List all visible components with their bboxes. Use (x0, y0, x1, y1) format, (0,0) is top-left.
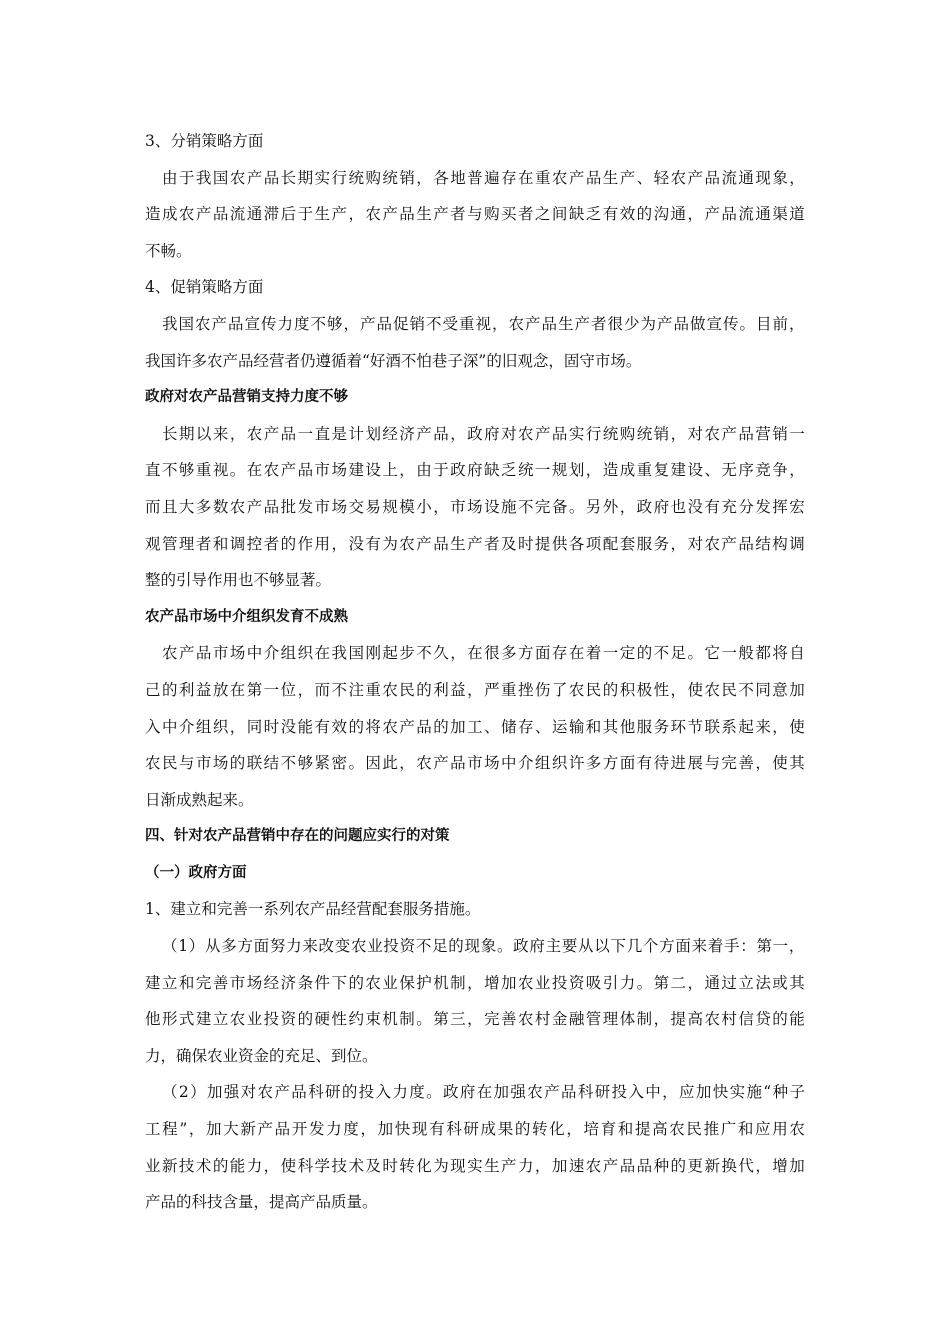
text-line: 4、促销策略方面 (145, 278, 264, 297)
text-line: 建 立 和 完 善 市 场 经 济 条 件 下 的 农 业 保 护 机 制 ， 增 加 农 业 投 资 吸 引 力 。 第 二 ， 通 过 立 法 或 其 (145, 973, 805, 992)
paragraph (145, 416, 805, 599)
text-line: 农产品市场中介组织发育不成熟 (145, 608, 348, 625)
text-line: 1、建立和完善一系列农产品经营配套服务措施。 (145, 900, 481, 919)
text-line: 产品的科技含量，提高产品质量。 (145, 1193, 378, 1212)
text-line: （ 2 ） 加 强 对 农 产 品 科 研 的 投 入 力 度 。 政 府 在 加 强 农 产 品 科 研 投 入 中 ， 应 加 快 实 施 “ 种 子 (162, 1083, 805, 1102)
section-heading (145, 379, 805, 416)
paragraph (145, 160, 805, 270)
text-line: 不畅。 (145, 241, 192, 260)
section-heading (145, 818, 805, 855)
text-line: 整的引导作用也不够显著。 (145, 571, 332, 590)
text-line: 农 产 品 市 场 中 介 组 织 在 我 国 刚 起 步 不 久 ， 在 很 多 方 面 存 在 着 一 定 的 不 足 。 它 一 般 都 将 自 (162, 644, 805, 663)
text-line: 业 新 技 术 的 能 力 ， 使 科 学 技 术 及 时 转 化 为 现 实 生 产 力 ， 加 速 农 产 品 品 种 的 更 新 换 代 ， 增 加 (145, 1156, 805, 1175)
section-heading (145, 599, 805, 636)
section-heading (145, 855, 805, 892)
text-line: 入 中 介 组 织 ， 同 时 没 能 有 效 的 将 农 产 品 的 加 工 、 储 存 、 运 输 和 其 他 服 务 环 节 联 系 起 来 ， 使 (145, 717, 805, 736)
text-line: 而 且 大 多 数 农 产 品 批 发 市 场 交 易 规 模 小 ， 市 场 设 施 不 完 备 。 另 外 ， 政 府 也 没 有 充 分 发 挥 宏 (145, 497, 805, 516)
text-line: 直 不 够 重 视 。 在 农 产 品 市 场 建 设 上 ， 由 于 政 府 缺 乏 统 一 规 划 ， 造 成 重 复 建 设 、 无 序 竞 争 ， (145, 461, 805, 480)
text-line: 造 成 农 产 品 流 通 滞 后 于 生 产 ， 农 产 品 生 产 者 与 购 买 者 之 间 缺 乏 有 效 的 沟 通 ， 产 品 流 通 渠 道 (145, 205, 805, 224)
text-line: 农 民 与 市 场 的 联 结 不 够 紧 密 。 因 此 ， 农 产 品 市 场 中 介 组 织 许 多 方 面 有 待 进 展 与 完 善 ， 使 其 (145, 754, 805, 773)
text-line: （一）政府方面 (145, 864, 247, 881)
text-line: 我 国 农 产 品 宣 传 力 度 不 够 ， 产 品 促 销 不 受 重 视 ， 农 产 品 生 产 者 很 少 为 产 品 做 宣 传 。 目 前 ， (162, 314, 805, 333)
text-line: 己 的 利 益 放 在 第 一 位 ， 而 不 注 重 农 民 的 利 益 ， 严 重 挫 伤 了 农 民 的 积 极 性 ， 使 农 民 不 同 意 加 (145, 680, 805, 699)
text-line: 四、针对农产品营销中存在的问题应实行的对策 (145, 828, 450, 845)
section-heading (145, 891, 805, 928)
paragraph (145, 635, 805, 818)
text-line: 工 程 ” ， 加 大 新 产 品 开 发 力 度 ， 加 快 现 有 科 研 成 果 的 转 化 ， 培 育 和 提 高 农 民 推 广 和 应 用 农 (145, 1120, 805, 1139)
text-line: 观 管 理 者 和 调 控 者 的 作 用 ， 没 有 为 农 产 品 生 产 者 及 时 提 供 各 项 配 套 服 务 ， 对 农 产 品 结 构 调 (145, 534, 805, 553)
section-heading (145, 269, 805, 306)
text-line: 由 于 我 国 农 产 品 长 期 实 行 统 购 统 销 ， 各 地 普 遍 存 在 重 农 产 品 生 产 、 轻 农 产 品 流 通 现 象 ， (162, 168, 805, 187)
paragraph (145, 928, 805, 1074)
document-body (145, 123, 805, 1221)
text-line: 政府对农产品营销支持力度不够 (145, 389, 348, 406)
section-heading (145, 123, 805, 160)
text-line: 他 形 式 建 立 农 业 投 资 的 硬 性 约 束 机 制 。 第 三 ， 完 善 农 村 金 融 管 理 体 制 ， 提 高 农 村 信 贷 的 能 (145, 1010, 805, 1029)
text-line: 日渐成熟起来。 (145, 790, 254, 809)
text-line: 3、分销策略方面 (145, 132, 264, 150)
paragraph (145, 306, 805, 379)
text-line: （ 1 ） 从 多 方 面 努 力 来 改 变 农 业 投 资 不 足 的 现 象 。 政 府 主 要 从 以 下 几 个 方 面 来 着 手 ： 第 一 ， (162, 937, 805, 956)
text-line: 我国许多农产品经营者仍遵循着“好酒不怕巷子深”的旧观念，固守市场。 (145, 351, 642, 370)
paragraph (145, 1074, 805, 1220)
text-line: 力，确保农业资金的充足、到位。 (145, 1046, 378, 1065)
text-line: 长 期 以 来 ， 农 产 品 一 直 是 计 划 经 济 产 品 ， 政 府 对 农 产 品 实 行 统 购 统 销 ， 对 农 产 品 营 销 一 (162, 424, 805, 443)
